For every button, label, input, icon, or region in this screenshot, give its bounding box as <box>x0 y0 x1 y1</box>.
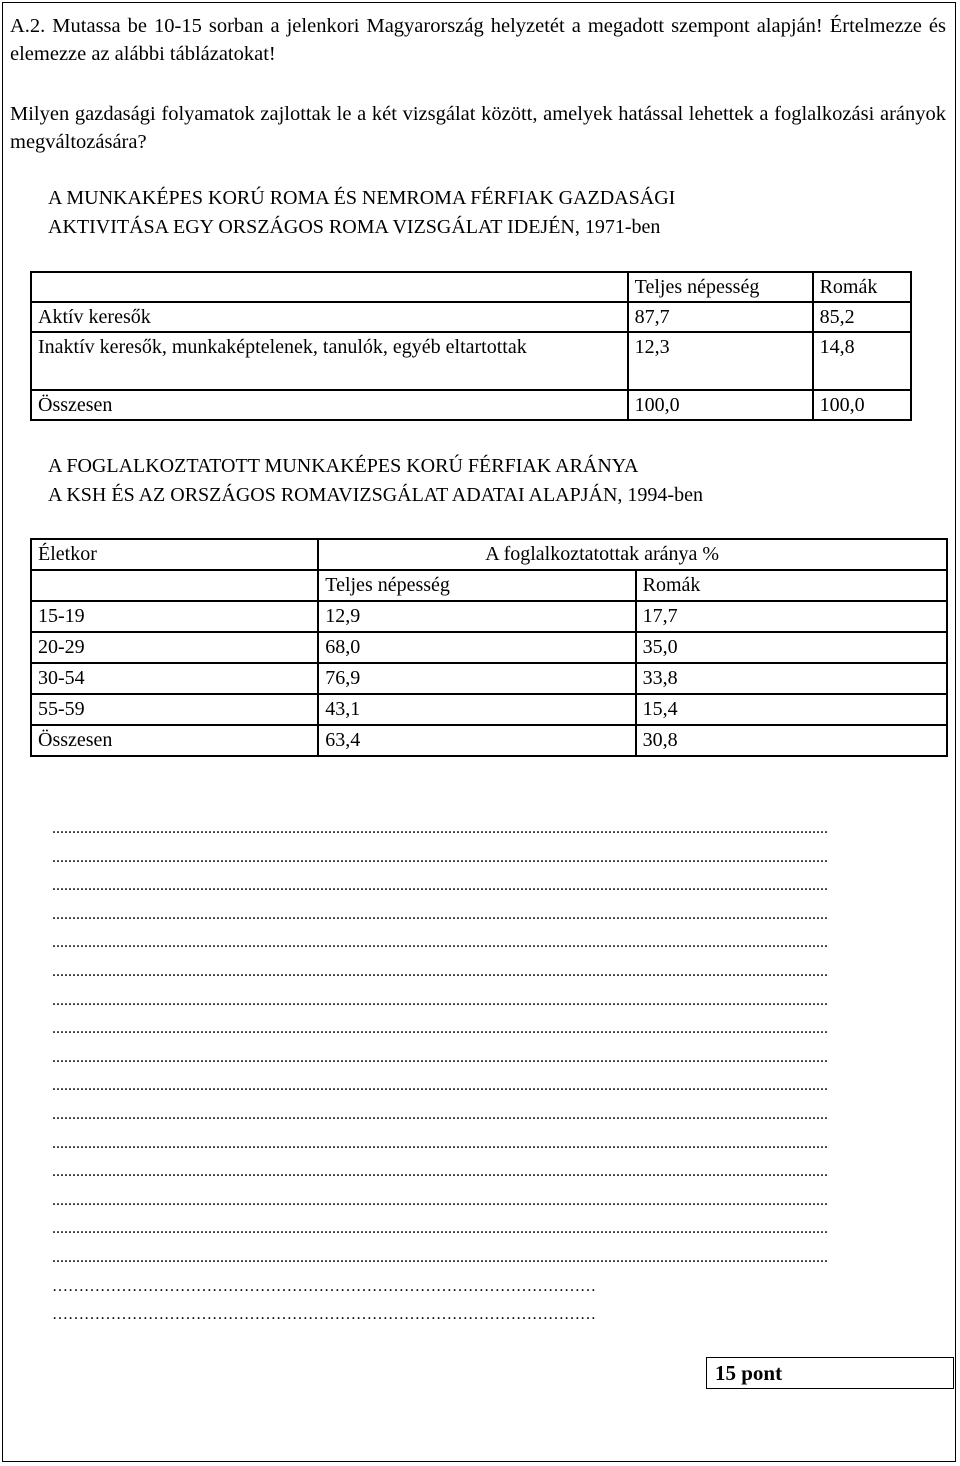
table-cell: 12,9 <box>318 601 635 632</box>
table-header-row <box>31 272 911 302</box>
table1-title-line1: A MUNKAKÉPES KORÚ ROMA ÉS NEMROMA FÉRFIAK GAZDASÁGI <box>48 187 676 209</box>
table-header-cell-age: Életkor <box>31 539 318 570</box>
answer-line[interactable]: .................................................................................................................................................................................................. <box>52 1105 828 1123</box>
table-cell: 87,7 <box>628 302 813 332</box>
answer-line[interactable]: .................................................................................................................................................................................................. <box>52 1248 828 1266</box>
table2-title <box>48 452 928 510</box>
answer-line[interactable]: .................................................................................................................................................................................................. <box>52 991 828 1009</box>
table2-title-line2: A KSH ÉS AZ ORSZÁGOS ROMAVIZSGÁLAT ADATAI ALAPJÁN, 1994-ben <box>48 484 703 506</box>
table-row <box>31 302 911 332</box>
answer-line[interactable]: .................................................................................................................................................................................................. <box>52 1020 828 1038</box>
table-cell: 100,0 <box>813 390 911 420</box>
table-header-cell <box>31 570 318 601</box>
answer-line[interactable]: .................................................................................................................................................................................................. <box>52 848 828 866</box>
table1-title <box>48 184 928 242</box>
table-row <box>31 601 947 632</box>
table-cell: 30-54 <box>31 663 318 694</box>
answer-line[interactable]: .................................................................................................................................................................................................. <box>52 1220 828 1238</box>
table-cell: 35,0 <box>636 632 947 663</box>
table-cell: 30,8 <box>636 725 947 756</box>
table-cell: 17,7 <box>636 601 947 632</box>
table-header-row <box>31 539 947 570</box>
table-cell: 76,9 <box>318 663 635 694</box>
table-activity-1971 <box>30 271 912 421</box>
table-header-cell-group: A foglalkoztatottak aránya % <box>318 539 947 570</box>
table-header-cell: Teljes népesség <box>318 570 635 601</box>
answer-line[interactable]: .................................................................................................................................................................................................. <box>52 962 828 980</box>
answer-line[interactable]: .................................................................................................................................................................................................. <box>52 1048 828 1066</box>
table-cell: 20-29 <box>31 632 318 663</box>
score-box: 15 pont <box>706 1357 954 1389</box>
answer-line[interactable]: .................................................................................................................................................................................................. <box>52 1191 828 1209</box>
table-header-cell: Romák <box>813 272 911 302</box>
table-subheader-row <box>31 570 947 601</box>
table-cell: 63,4 <box>318 725 635 756</box>
table-row <box>31 663 947 694</box>
table-cell: 14,8 <box>813 332 911 390</box>
table-header-cell <box>31 272 628 302</box>
answer-line[interactable]: ………………………………………………………………………………………… <box>52 1277 596 1295</box>
table-cell: 15-19 <box>31 601 318 632</box>
task-question: Milyen gazdasági folyamatok zajlottak le a két vizsgálat között, amelyek hatással lehettek a foglalkozási arányok megváltozására? <box>10 103 946 153</box>
table1-title-line2: AKTIVITÁSA EGY ORSZÁGOS ROMA VIZSGÁLAT IDEJÉN, 1971-ben <box>48 216 661 238</box>
table-cell: Aktív keresők <box>31 302 628 332</box>
table-cell: Összesen <box>31 390 628 420</box>
table-employment-1994 <box>30 538 948 757</box>
answer-line[interactable]: .................................................................................................................................................................................................. <box>52 934 828 952</box>
table-cell: 12,3 <box>628 332 813 390</box>
table-row <box>31 332 911 390</box>
table-cell: 33,8 <box>636 663 947 694</box>
answer-line[interactable]: .................................................................................................................................................................................................. <box>52 905 828 923</box>
task-instruction: A.2. Mutassa be 10-15 sorban a jelenkori Magyarország helyzetét a megadott szempont alapján! Értelmezze és elemezze az alábbi táblázatokat! <box>10 15 946 65</box>
table-cell: 85,2 <box>813 302 911 332</box>
table-cell: 55-59 <box>31 694 318 725</box>
table-cell: 100,0 <box>628 390 813 420</box>
table-row <box>31 694 947 725</box>
table-cell: Összesen <box>31 725 318 756</box>
answer-line[interactable]: ………………………………………………………………………………………… <box>52 1306 596 1324</box>
table-row <box>31 725 947 756</box>
table2-title-line1: A FOGLALKOZTATOTT MUNKAKÉPES KORÚ FÉRFIAK ARÁNYA <box>48 455 639 477</box>
table-cell: Inaktív keresők, munkaképtelenek, tanulók, egyéb eltartottak <box>31 332 628 390</box>
answer-line[interactable]: .................................................................................................................................................................................................. <box>52 1134 828 1152</box>
answer-line[interactable]: .................................................................................................................................................................................................. <box>52 877 828 895</box>
table-row <box>31 632 947 663</box>
answer-area[interactable] <box>52 815 892 1330</box>
table-header-cell: Teljes népesség <box>628 272 813 302</box>
question-block <box>10 12 946 156</box>
answer-line[interactable]: .................................................................................................................................................................................................. <box>52 820 828 837</box>
table-cell: 43,1 <box>318 694 635 725</box>
answer-line[interactable]: .................................................................................................................................................................................................. <box>52 1077 828 1095</box>
answer-line[interactable]: .................................................................................................................................................................................................. <box>52 1163 828 1181</box>
table-cell: 68,0 <box>318 632 635 663</box>
table-row <box>31 390 911 420</box>
table-cell: 15,4 <box>636 694 947 725</box>
table-header-cell: Romák <box>636 570 947 601</box>
